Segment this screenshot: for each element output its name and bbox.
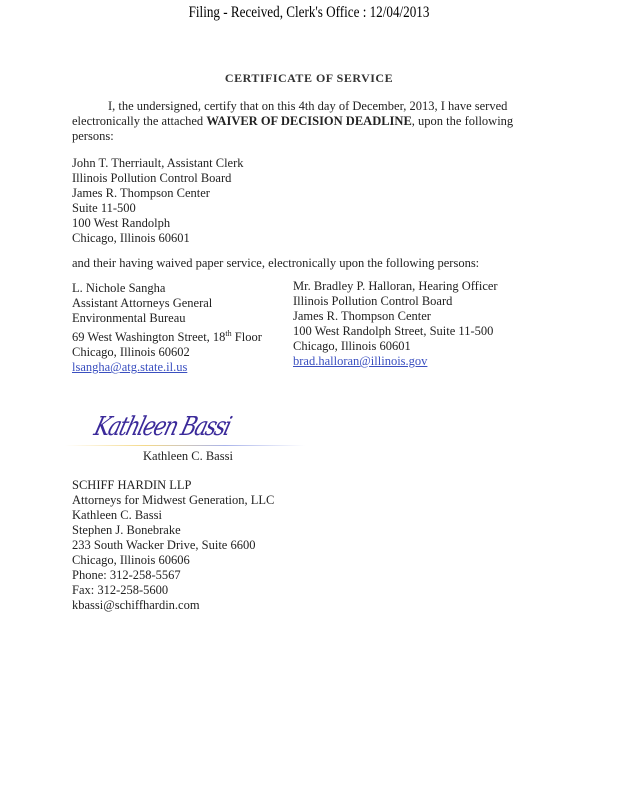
signature-image: Kathleen Bassi — [90, 412, 234, 442]
address-line: 69 West Washington Street, 18th Floor — [72, 329, 262, 345]
waived-statement: and their having waived paper service, electronically upon the following persons: — [72, 256, 480, 270]
address-line: 100 West Randolph — [72, 216, 171, 230]
address-line: James R. Thompson Center — [293, 309, 431, 323]
left-recipient — [72, 281, 262, 375]
email-link[interactable]: lsangha@atg.state.il.us — [72, 360, 188, 375]
firm-line: Chicago, Illinois 60606 — [72, 553, 190, 567]
firm-line: kbassi@schiffhardin.com — [72, 598, 200, 612]
address-line: Illinois Pollution Control Board — [293, 294, 453, 308]
firm-line: SCHIFF HARDIN LLP — [72, 478, 192, 492]
address-line: L. Nichole Sangha — [72, 281, 166, 295]
firm-line: Stephen J. Bonebrake — [72, 523, 181, 537]
address-line: 100 West Randolph Street, Suite 11-500 — [293, 324, 494, 338]
address-line: Environmental Bureau — [72, 311, 186, 325]
address-line: Chicago, Illinois 60601 — [293, 339, 411, 353]
certificate-title: CERTIFICATE OF SERVICE — [224, 71, 394, 85]
email-link[interactable]: brad.halloran@illinois.gov — [293, 354, 428, 368]
signature-line — [65, 445, 305, 446]
firm-block — [72, 478, 274, 613]
address-line: John T. Therriault, Assistant Clerk — [72, 156, 244, 170]
filing-header: Filing - Received, Clerk's Office : 12/04/2013 — [188, 4, 430, 21]
address-line: Chicago, Illinois 60602 — [72, 345, 190, 360]
address-line: Mr. Bradley P. Halloran, Hearing Officer — [293, 279, 498, 293]
firm-line: Kathleen C. Bassi — [72, 508, 162, 522]
right-recipient — [293, 279, 498, 369]
firm-line: 233 South Wacker Drive, Suite 6600 — [72, 538, 256, 552]
address-line: Assistant Attorneys General — [72, 296, 213, 310]
address-line: Suite 11-500 — [72, 201, 136, 215]
clerk-address — [72, 156, 244, 246]
intro-paragraph: I, the undersigned, certify that on this 4th day of December, 2013, I have served electronically the attached WAIVER OF DECISION DEADLINE, upon the following persons: — [72, 99, 514, 143]
firm-line: Fax: 312-258-5600 — [72, 583, 169, 597]
address-line: James R. Thompson Center — [72, 186, 210, 200]
address-line: Chicago, Illinois 60601 — [72, 231, 190, 245]
address-line: Illinois Pollution Control Board — [72, 171, 232, 185]
signer-name: Kathleen C. Bassi — [143, 449, 233, 463]
firm-line: Attorneys for Midwest Generation, LLC — [72, 493, 275, 507]
firm-line: Phone: 312-258-5567 — [72, 568, 181, 582]
